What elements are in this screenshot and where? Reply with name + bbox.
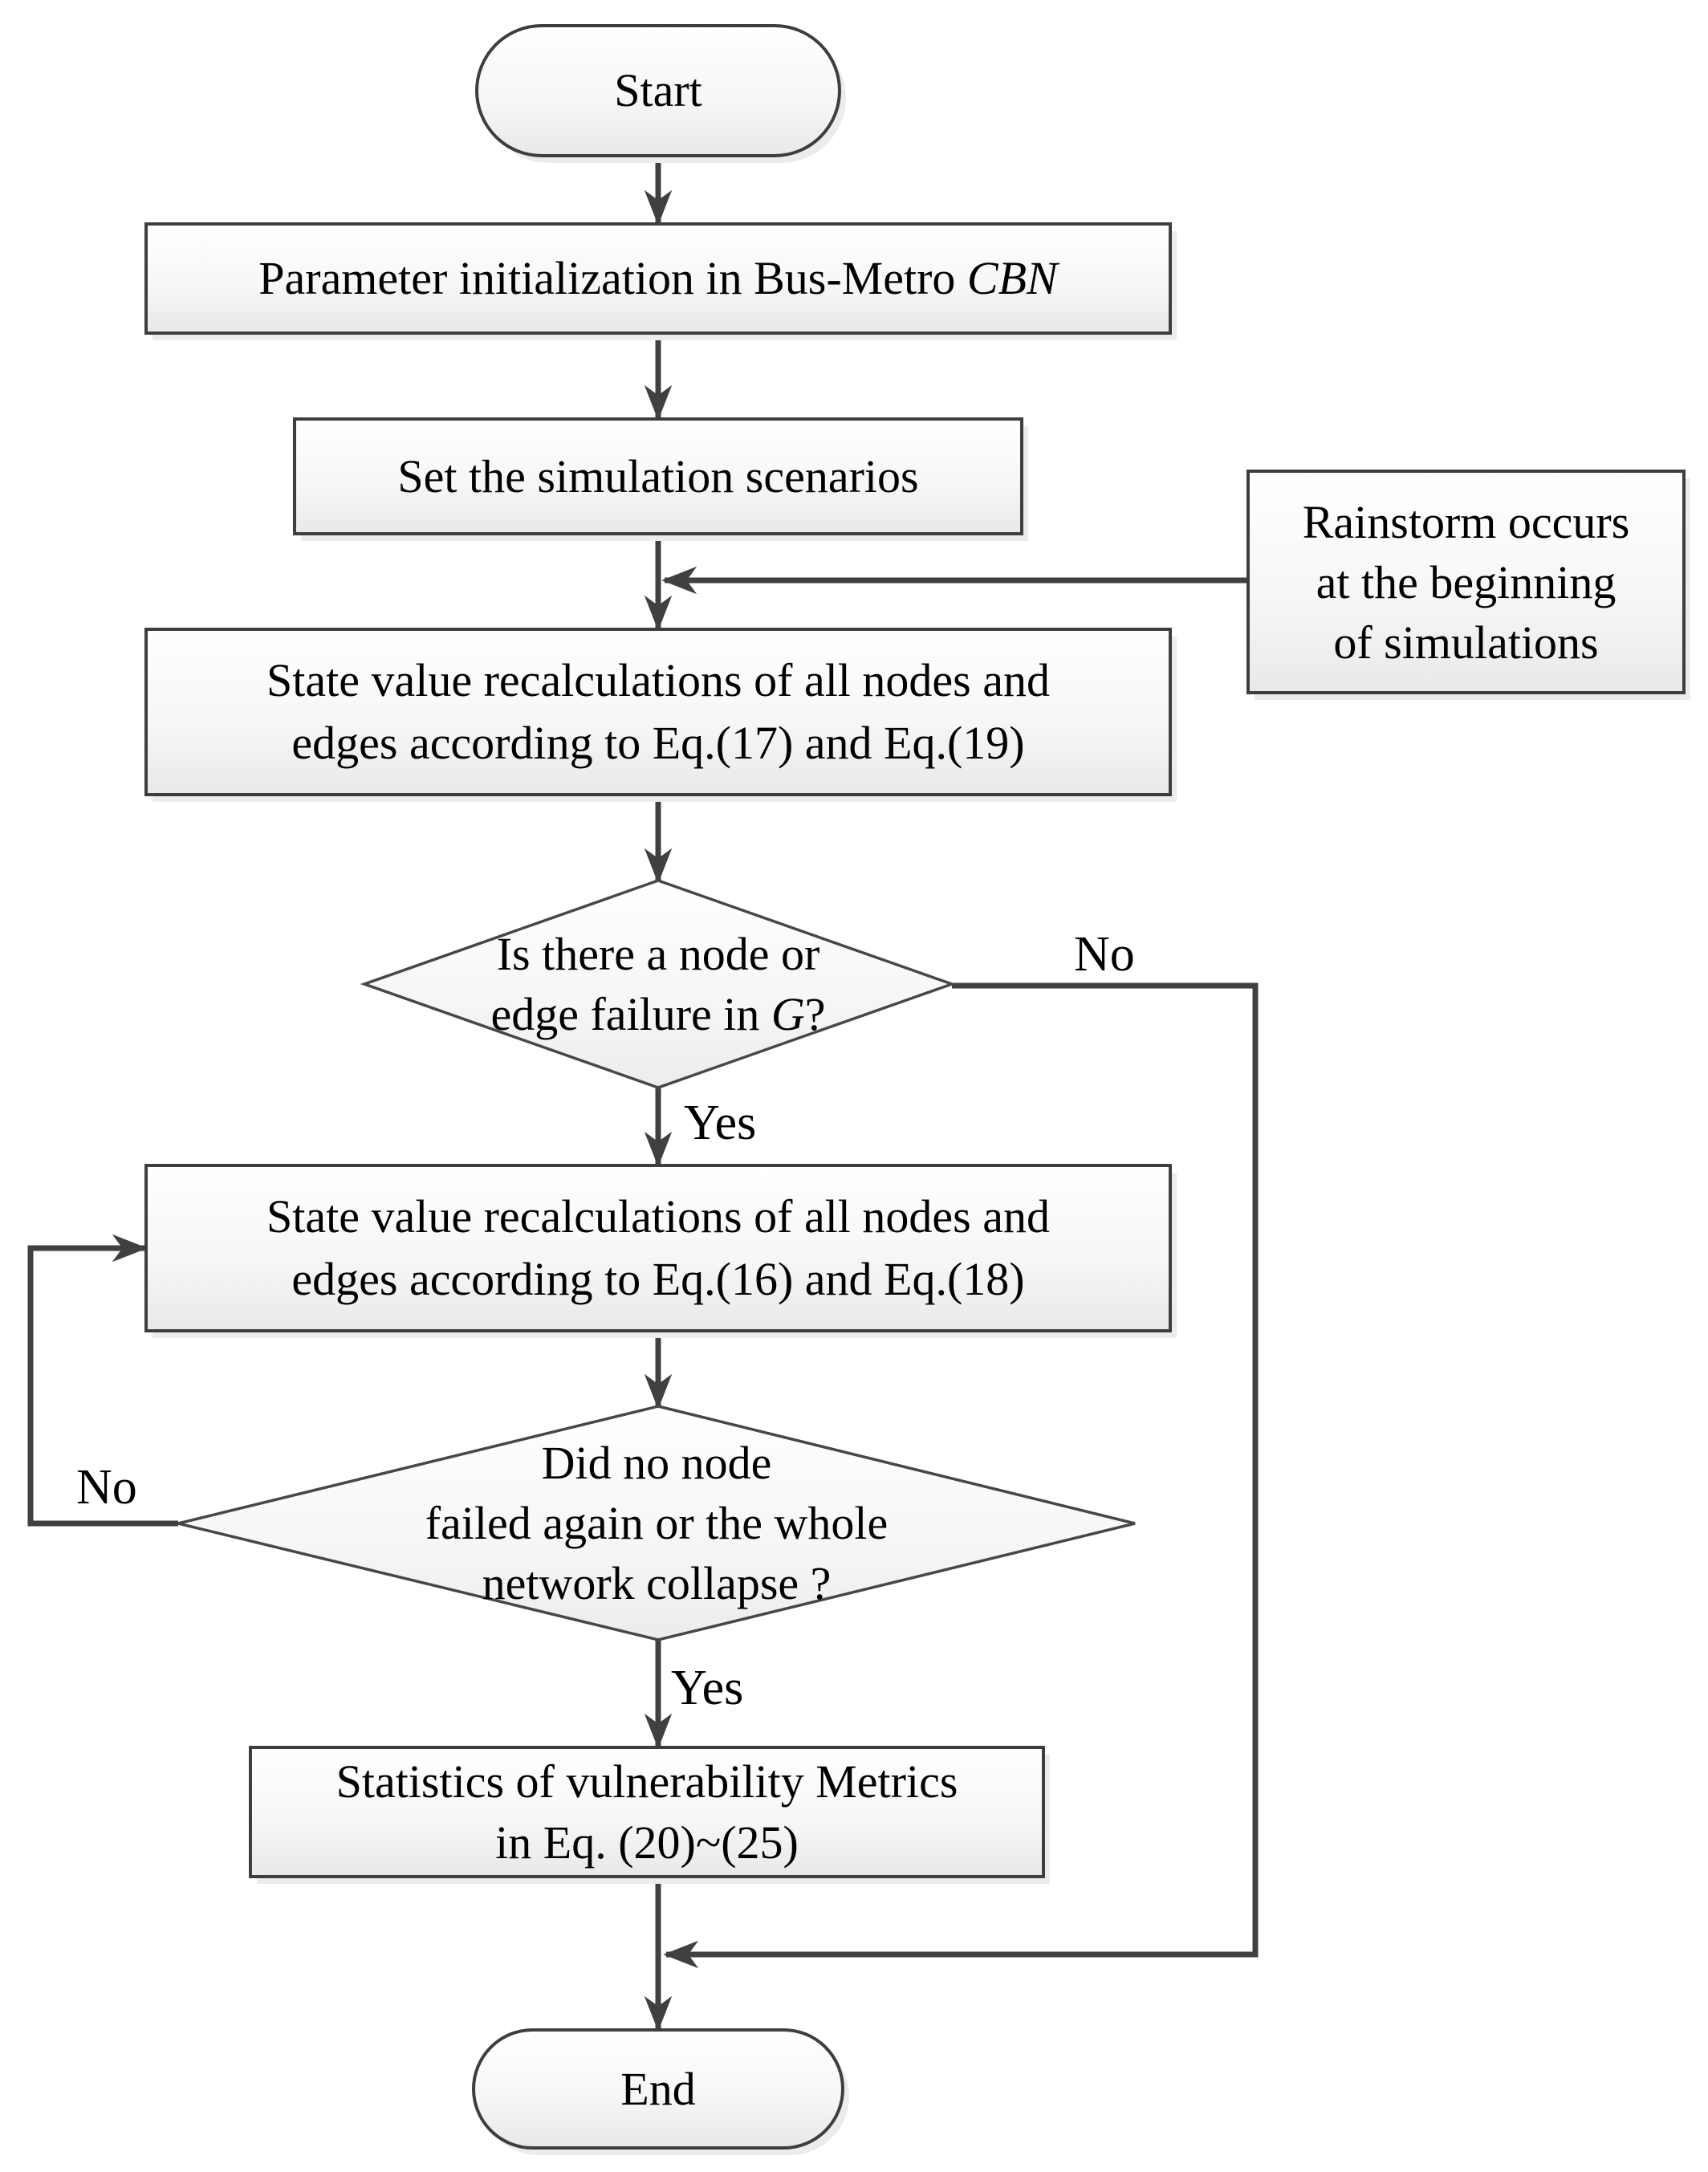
decision-failure-diamond [364,881,952,1088]
end-label: End [620,2062,696,2115]
decision-collapse-line3: network collapse ? [482,1557,832,1609]
rainstorm-line3: of simulations [1333,616,1599,669]
statistics-line2: in Eq. (20)~(25) [495,1816,799,1869]
recalc-eq16-18-node [144,1164,1172,1332]
decision-collapse-line2: failed again or the whole [425,1497,889,1549]
edge-label-yes-2: Yes [671,1661,744,1715]
parameter-init-node [144,222,1172,335]
rainstorm-line2: at the beginning [1316,555,1616,608]
decision-failure-line2: edge failure in G? [490,988,826,1040]
set-scenarios-label: Set the simulation scenarios [397,449,919,502]
edge-label-no-1: No [1074,927,1135,982]
parameter-init-label: Parameter initialization in Bus-Metro CBN [258,252,1058,304]
recalc-eq16-18-line2: edges according to Eq.(16) and Eq.(18) [291,1253,1025,1305]
decision-collapse-diamond [178,1406,1135,1640]
recalc-eq16-18-line1: State value recalculations of all nodes and [266,1190,1050,1243]
edge-label-no-2: No [76,1460,137,1515]
decision-failure-line1: Is there a node or [496,928,820,980]
recalc-eq17-19-node [144,628,1172,796]
start-label: Start [614,64,702,116]
rainstorm-line1: Rainstorm occurs [1302,495,1630,548]
set-scenarios-node [293,417,1023,535]
recalc-eq17-19-line1: State value recalculations of all nodes and [266,654,1050,706]
statistics-node [249,1746,1045,1878]
recalc-eq17-19-line2: edges according to Eq.(17) and Eq.(19) [291,717,1025,769]
decision-collapse-line1: Did no node [541,1437,772,1489]
statistics-line1: Statistics of vulnerability Metrics [336,1755,958,1808]
rainstorm-note-node [1246,470,1686,694]
edge-label-yes-1: Yes [684,1096,757,1150]
end-node [472,2028,844,2150]
start-node [475,24,841,157]
